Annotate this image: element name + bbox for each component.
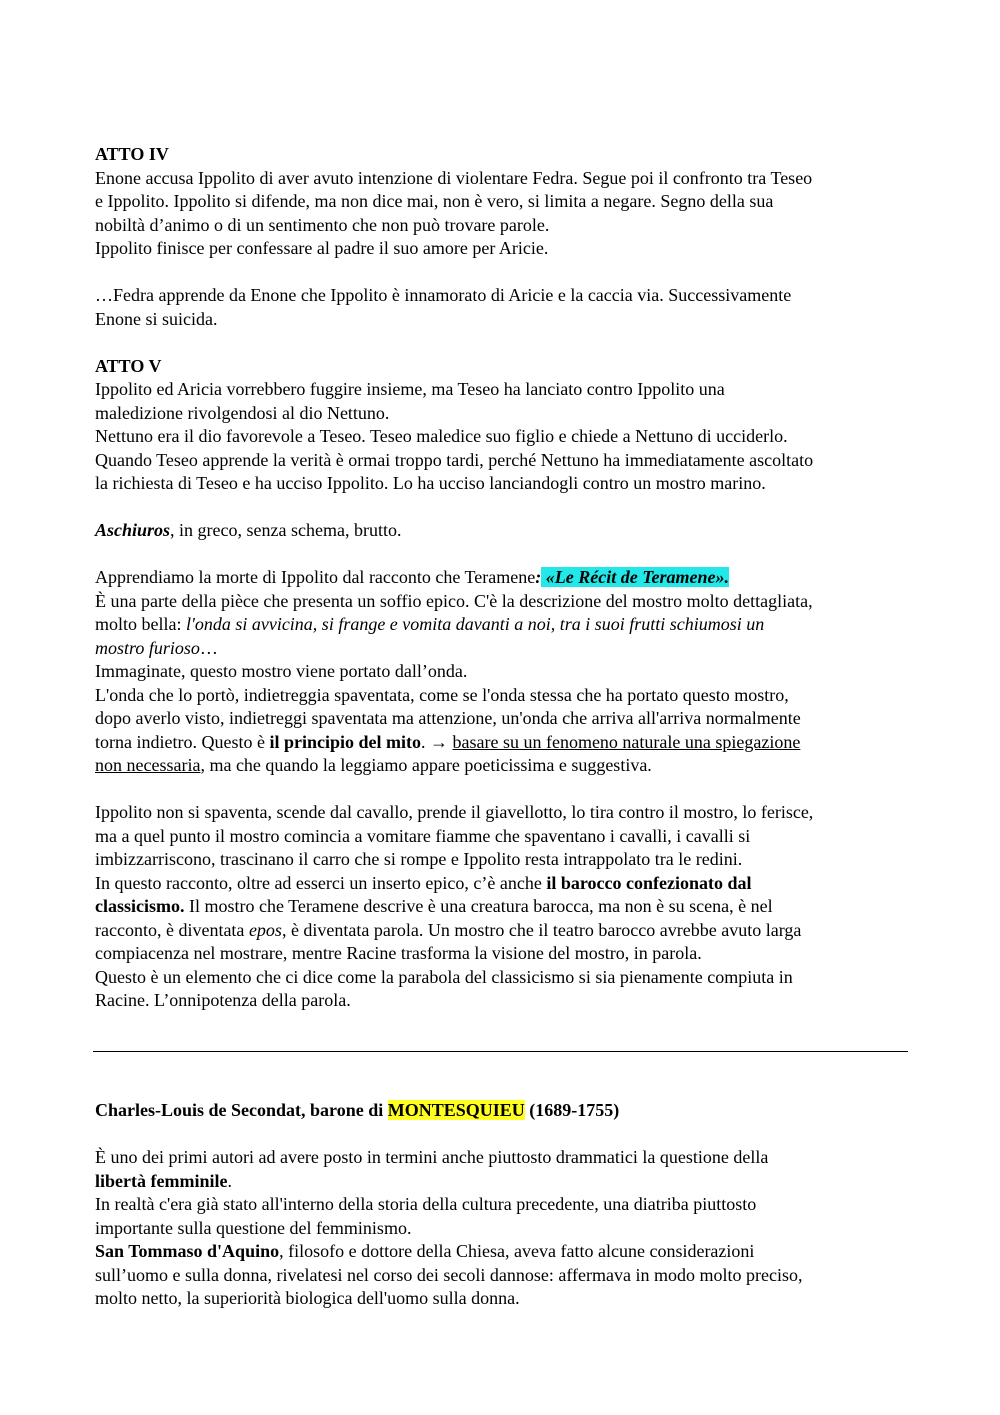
quote-italic: l'onda si avvicina, si frange e vomita davanti a noi, tra i suoi frutti schiumosi un — [185, 614, 765, 634]
bold-phrase: San Tommaso d'Aquino — [95, 1241, 280, 1261]
bold-phrase: libertà femminile — [95, 1170, 228, 1191]
quote-italic: mostro furioso — [95, 637, 200, 658]
atto-v-heading: ATTO V — [95, 355, 162, 376]
underlined-text: basare su un fenomeno naturale una spiegazione — [452, 731, 801, 752]
paragraph-line: compiacenza nel mostrare, mentre Racine trasforma la visione del mostro, in parola. — [95, 943, 702, 963]
underlined-text: non necessaria — [95, 755, 201, 775]
paragraph-line: In realtà c'era già stato all'interno della storia della cultura precedente, una diatriba piuttosto — [95, 1194, 757, 1214]
paragraph-line: molto bella: l'onda si avvicina, si frange e vomita davanti a noi, tra i suoi frutti schiumosi un — [95, 614, 765, 634]
paragraph-line: la richiesta di Teseo e ha ucciso Ippolito. Lo ha ucciso lanciandogli contro un mostro marino. — [95, 473, 766, 493]
paragraph-line: ma a quel punto il mostro comincia a vomitare fiamme che spaventano i cavalli, i cavalli si — [95, 825, 751, 846]
paragraph-line: torna indietro. Questo è il principio del mito. → basare su un fenomeno naturale una spiegazione — [95, 731, 801, 752]
paragraph-line: L'onda che lo portò, indietreggia spaventata, come se l'onda stessa che ha portato questo mostro, — [95, 684, 789, 705]
paragraph-line: Ippolito non si spaventa, scende dal cavallo, prende il giavellotto, lo tira contro il mostro, lo ferisce, — [95, 802, 814, 822]
paragraph-line: libertà femminile. — [95, 1170, 232, 1191]
paragraph-line: Enone si suicida. — [95, 308, 218, 329]
paragraph-line: dopo averlo visto, indietreggi spaventata ma attenzione, un'onda che arriva all'arriva normalmente — [95, 708, 801, 728]
paragraph-line: Quando Teseo apprende la verità è ormai troppo tardi, perché Nettuno ha immediatamente ascoltato — [95, 449, 814, 470]
bold-phrase: classicismo. — [95, 896, 185, 916]
paragraph-line: sull’uomo e sulla donna, rivelatesi nel corso dei secoli dannose: affermava in modo molto preciso, — [95, 1264, 803, 1285]
montesquieu-name-highlight: MONTESQUIEU — [387, 1100, 525, 1120]
recit-title-highlight: «Le Récit de Teramene». — [541, 567, 730, 587]
paragraph-line: È una parte della pièce che presenta un soffio epico. C'è la descrizione del mostro molto dettagliata, — [95, 590, 813, 611]
epos-italic: epos — [248, 919, 282, 940]
montesquieu-heading: Charles-Louis de Secondat, barone di MONTESQUIEU (1689-1755) — [95, 1100, 620, 1120]
aschiuros-term: Aschiuros — [95, 520, 171, 540]
paragraph-line: maledizione rivolgendosi al dio Nettuno. — [95, 402, 390, 423]
paragraph-line: Ippolito ed Aricia vorrebbero fuggire insieme, ma Teseo ha lanciato contro Ippolito una — [95, 379, 725, 399]
horizontal-divider — [93, 1051, 908, 1052]
paragraph-line: classicismo. Il mostro che Teramene descrive è una creatura barocca, ma non è su scena, è nel — [95, 896, 773, 916]
paragraph-line: Nettuno era il dio favorevole a Teseo. Teseo maledice suo figlio e chiede a Nettuno di ucciderlo. — [95, 426, 788, 446]
paragraph-line: e Ippolito. Ippolito si difende, ma non dice mai, non è vero, si limita a negare. Segno della sua — [95, 191, 774, 211]
paragraph-line: racconto, è diventata epos, è diventata parola. Un mostro che il teatro barocco avrebbe avuto larga — [95, 919, 802, 940]
paragraph-line: mostro furioso… — [95, 637, 218, 658]
paragraph-line: imbizzarriscono, trascinano il carro che si rompe e Ippolito resta intrappolato tra le redini. — [95, 849, 743, 869]
principio-del-mito: il principio del mito — [269, 731, 421, 752]
paragraph-line: Enone accusa Ippolito di aver avuto intenzione di violentare Fedra. Segue poi il confronto tra Teseo — [95, 167, 813, 188]
paragraph-line: Racine. L’onnipotenza della parola. — [95, 990, 351, 1010]
paragraph-line: non necessaria, ma che quando la leggiamo appare poeticissima e suggestiva. — [95, 755, 652, 775]
recit-line: Apprendiamo la morte di Ippolito dal racconto che Teramene: «Le Récit de Teramene». — [95, 567, 730, 587]
paragraph-line: Questo è un elemento che ci dice come la parabola del classicismo si sia pienamente compiuta in — [95, 966, 793, 987]
paragraph-line: Ippolito finisce per confessare al padre il suo amore per Aricie. — [95, 238, 549, 258]
paragraph-line: …Fedra apprende da Enone che Ippolito è innamorato di Aricie e la caccia via. Successivamente — [95, 285, 792, 305]
paragraph-line: Immaginate, questo mostro viene portato dall’onda. — [95, 661, 468, 681]
bold-phrase: il barocco confezionato dal — [546, 872, 752, 893]
paragraph-line: nobiltà d’animo o di un sentimento che non può trovare parole. — [95, 214, 550, 235]
atto-iv-heading: ATTO IV — [95, 144, 169, 164]
document-body — [95, 143, 910, 1013]
paragraph-line: In questo racconto, oltre ad esserci un inserto epico, c’è anche il barocco confezionato dal — [95, 872, 752, 893]
paragraph-line: importante sulla questione del femminismo. — [95, 1217, 412, 1238]
montesquieu-section — [95, 1099, 910, 1311]
paragraph-line: San Tommaso d'Aquino, filosofo e dottore della Chiesa, aveva fatto alcune considerazioni — [95, 1241, 755, 1261]
paragraph-line: È uno dei primi autori ad avere posto in termini anche piuttosto drammatici la questione della — [95, 1147, 769, 1167]
paragraph-line: molto netto, la superiorità biologica dell'uomo sulla donna. — [95, 1288, 520, 1308]
aschiuros-line: Aschiuros, in greco, senza schema, brutto. — [95, 520, 402, 540]
